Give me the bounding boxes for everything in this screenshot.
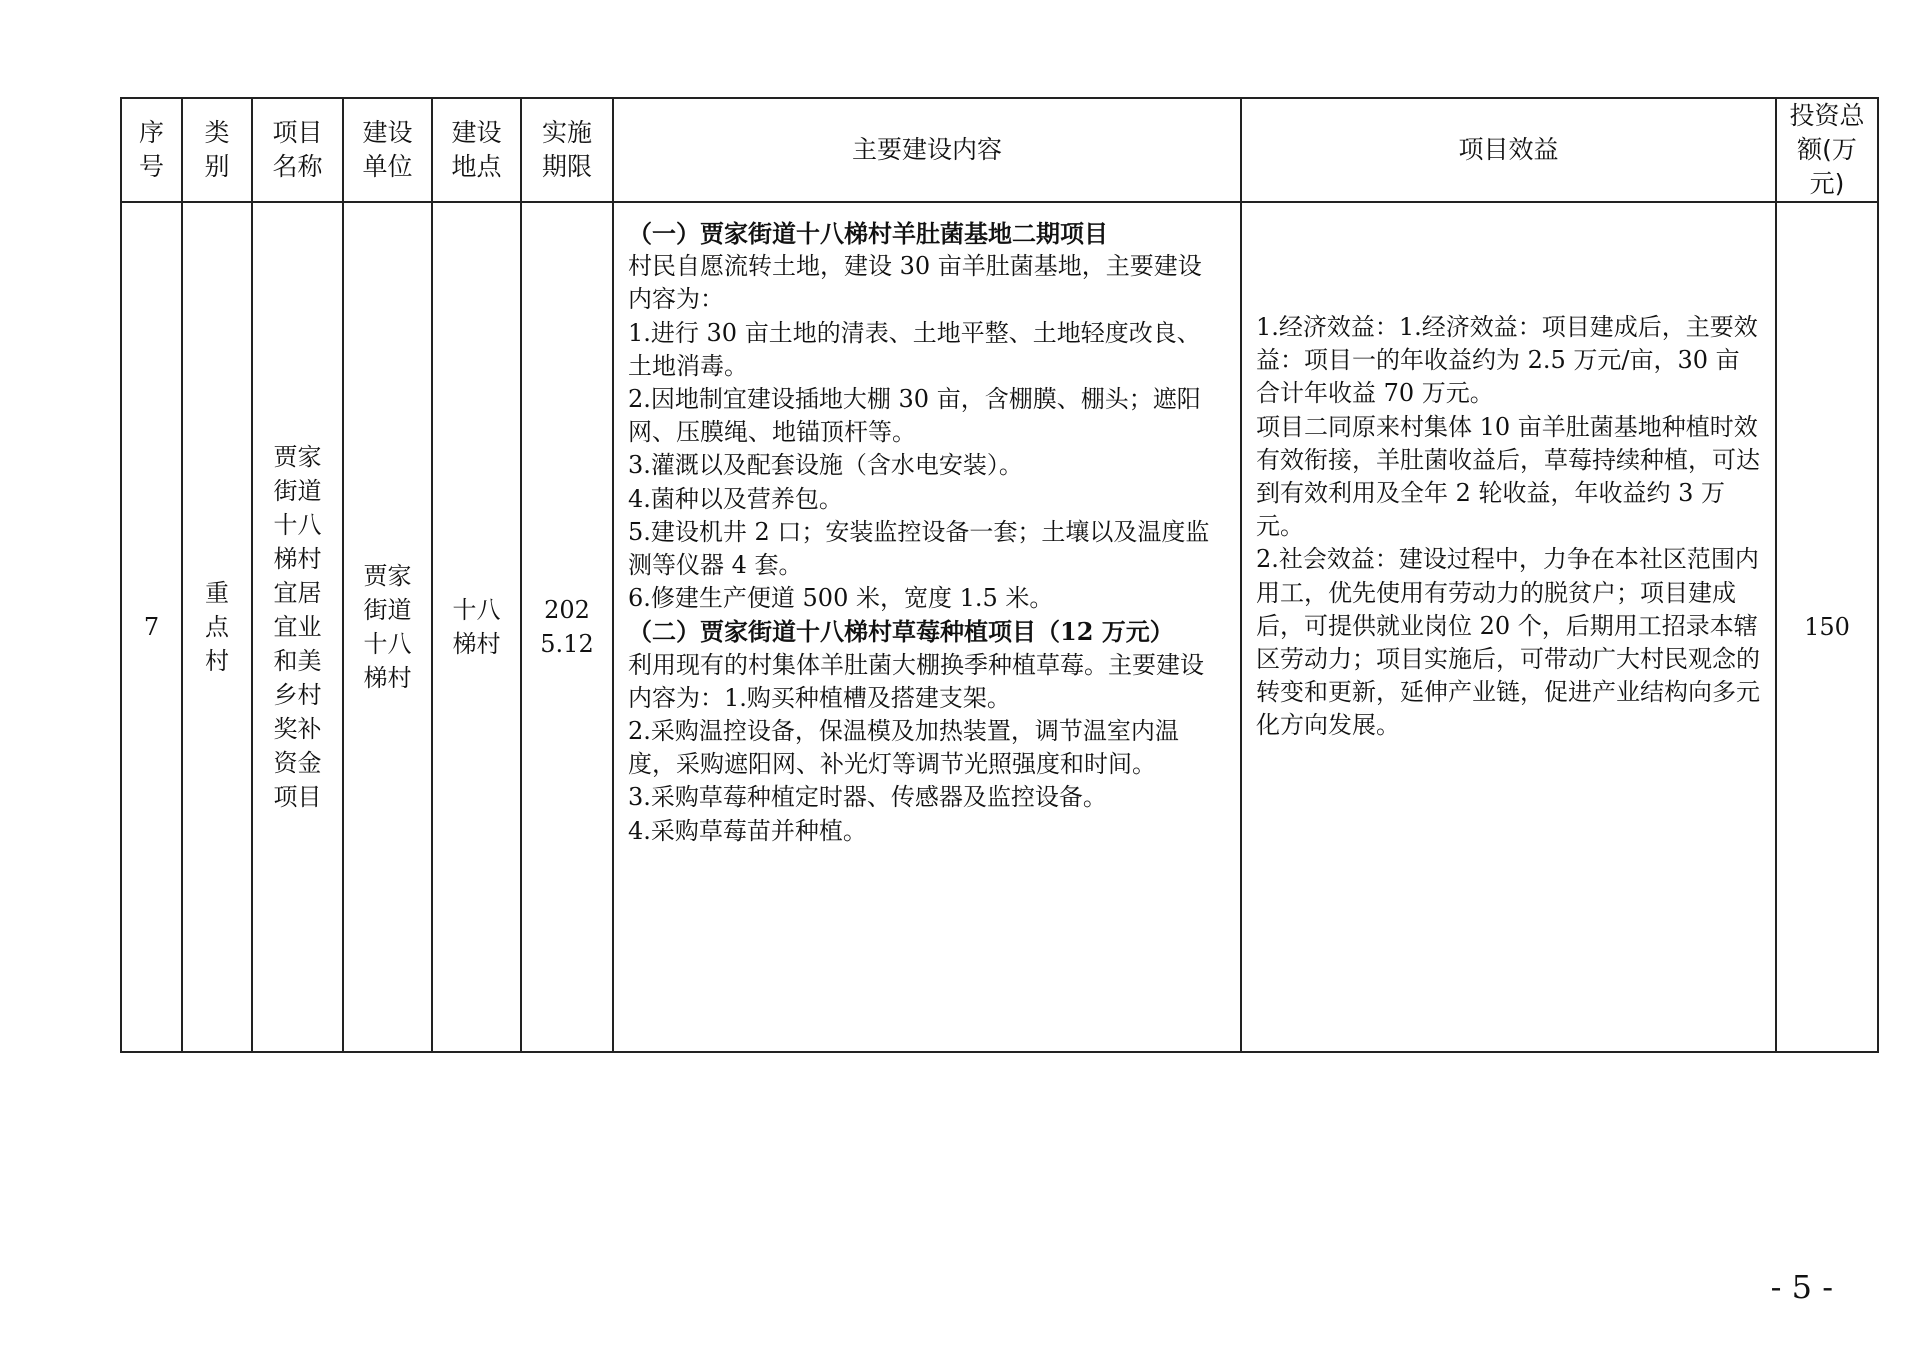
header-benefit: 项目效益 bbox=[1241, 98, 1776, 202]
header-builder: 建设单位 bbox=[343, 98, 432, 202]
project-table bbox=[120, 97, 1879, 1053]
content-line: 利用现有的村集体羊肚菌大棚换季种植草莓。主要建设内容为：1.购买种植槽及搭建支架。 bbox=[628, 650, 1204, 712]
benefit-line: 项目二同原来村集体 10 亩羊肚菌基地种植时效有效衔接，羊肚菌收益后，草莓持续种植，可达到有效利用及全年 2 轮收益，年收益约 3 万元。 bbox=[1256, 412, 1760, 541]
page-number: - 5 - bbox=[1770, 1268, 1833, 1306]
content-line: 3.灌溉以及配套设施（含水电安装）。 bbox=[628, 451, 1023, 480]
header-project-name: 项目名称 bbox=[252, 98, 343, 202]
header-location: 建设地点 bbox=[432, 98, 521, 202]
table-row bbox=[121, 202, 1878, 1052]
cell-benefit bbox=[1241, 202, 1776, 1052]
benefit-line: 2.社会效益：建设过程中，力争在本社区范围内用工，优先使用有劳动力的脱贫户；项目建成后，可提供就业岗位 20 个，后期用工招录本辖区劳动力；项目实施后，可带动广大村民观念的转变和更新，延伸产业链，促进产业结构向多元化方向发展。 bbox=[1256, 545, 1760, 740]
header-category: 类别 bbox=[182, 98, 252, 202]
content-line: 6.修建生产便道 500 米，宽度 1.5 米。 bbox=[628, 584, 1054, 613]
content-line: 2.因地制宜建设插地大棚 30 亩，含棚膜、棚头；遮阳网、压膜绳、地锚顶杆等。 bbox=[628, 385, 1201, 447]
cell-investment: 150 bbox=[1776, 202, 1878, 1052]
header-period: 实施期限 bbox=[521, 98, 613, 202]
content-line: 村民自愿流转土地，建设 30 亩羊肚菌基地，主要建设内容为： bbox=[628, 252, 1202, 314]
content-line: 4.采购草莓苗并种植。 bbox=[628, 816, 867, 845]
content-line: 4.菌种以及营养包。 bbox=[628, 484, 843, 513]
header-content: 主要建设内容 bbox=[613, 98, 1241, 202]
cell-project-name: 贾家街道十八梯村宜居宜业和美乡村奖补资金项目 bbox=[252, 202, 343, 1052]
benefit-line: 1.经济效益：1.经济效益：项目建成后，主要效益：项目一的年收益约为 2.5 万元/亩，30 亩合计年收益 70 万元。 bbox=[1256, 313, 1758, 408]
cell-content bbox=[613, 202, 1241, 1052]
content-line: 3.采购草莓种植定时器、传感器及监控设备。 bbox=[628, 783, 1107, 812]
content-line: （二）贾家街道十八梯村草莓种植项目（12 万元） bbox=[628, 617, 1174, 647]
content-line: （一）贾家街道十八梯村羊肚菌基地二期项目 bbox=[628, 219, 1108, 248]
cell-period: 2025.12 bbox=[521, 202, 613, 1052]
cell-builder: 贾家街道十八梯村 bbox=[343, 202, 432, 1052]
project-table-container bbox=[120, 97, 1877, 1053]
header-seq: 序号 bbox=[121, 98, 182, 202]
cell-seq: 7 bbox=[121, 202, 182, 1052]
content-line: 5.建设机井 2 口；安装监控设备一套；土壤以及温度监测等仪器 4 套。 bbox=[628, 517, 1210, 580]
content-line: 2.采购温控设备，保温模及加热装置，调节温室内温度，采购遮阳网、补光灯等调节光照强度和时间。 bbox=[628, 717, 1179, 779]
table-header-row bbox=[121, 98, 1878, 202]
cell-location: 十八梯村 bbox=[432, 202, 521, 1052]
cell-category: 重点村 bbox=[182, 202, 252, 1052]
header-investment: 投资总额(万元) bbox=[1776, 98, 1878, 202]
content-line: 1.进行 30 亩土地的清表、土地平整、土地轻度改良、土地消毒。 bbox=[628, 318, 1201, 380]
